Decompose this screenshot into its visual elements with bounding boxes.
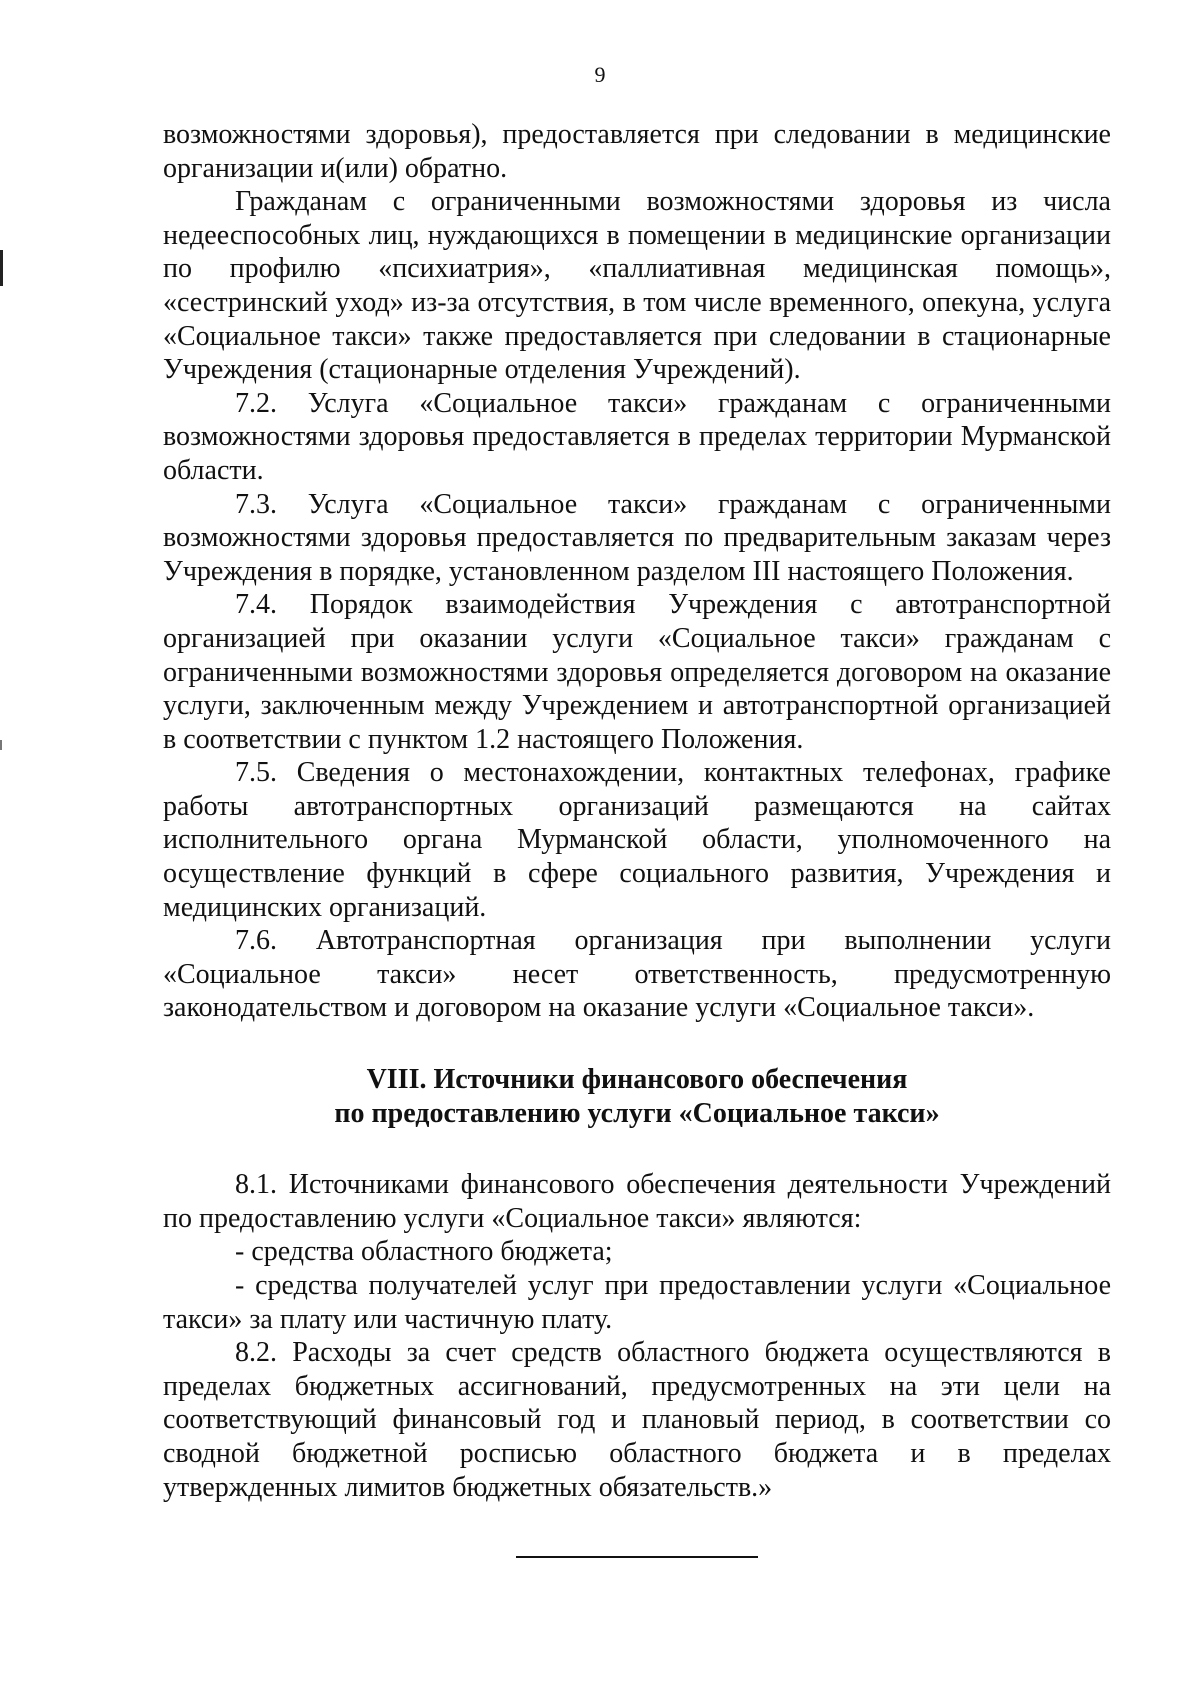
paragraph-7-4: 7.4. Порядок взаимодействия Учреждения с автотранспортной организацией при оказании услуги «Социальное такси» гражданам с ограниченными возможностями здоровья определяется договором на оказание услуги, заключенным между Учреждением и автотранспортной организацией в соответствии с пунктом 1.2 настоящего Положения. xyxy=(163,589,1111,755)
end-divider xyxy=(516,1556,758,1558)
section-heading-line-2: по предоставлению услуги «Социальное такси» xyxy=(334,1097,940,1129)
section-heading-line-1: VIII. Источники финансового обеспечения xyxy=(366,1064,908,1096)
paragraph-guardian-clause: Гражданам с ограниченными возможностями здоровья из числа недееспособных лиц, нуждающихся в помещении в медицинские организации по профилю «психиатрия», «паллиативная медицинская помощь», «сестринский уход» из-за отсутствия, в том числе временного, опекуна, услуга «Социальное такси» также предоставляется при следовании в стационарные Учреждения (стационарные отделения Учреждений). xyxy=(163,186,1111,386)
paragraph-7-6: 7.6. Автотранспортная организация при выполнении услуги «Социальное такси» несет ответственность, предусмотренную законодательством и договором на оказание услуги «Социальное такси». xyxy=(163,925,1111,1024)
paragraph-8-1: 8.1. Источниками финансового обеспечения деятельности Учреждений по предоставлению услуги «Социальное такси» являются: xyxy=(163,1169,1111,1234)
list-item: - средства областного бюджета; xyxy=(235,1236,613,1268)
section-heading xyxy=(163,1063,1111,1130)
page-number: 9 xyxy=(594,62,606,87)
scan-margin-mark xyxy=(0,250,3,286)
paragraph-8-2: 8.2. Расходы за счет средств областного бюджета осуществляются в пределах бюджетных ассигнований, предусмотренных на эти цели на соответствующий финансовый год и плановый период, в соответствии со сводной бюджетной росписью областного бюджета и в пределах утвержденных лимитов бюджетных обязательств.» xyxy=(163,1337,1111,1503)
paragraph-7-5: 7.5. Сведения о местонахождении, контактных телефонах, графике работы автотранспортных организаций размещаются на сайтах исполнительного органа Мурманской области, уполномоченного на осуществление функций в сфере социального развития, Учреждения и медицинских организаций. xyxy=(163,757,1111,923)
paragraph-7-2: 7.2. Услуга «Социальное такси» гражданам с ограниченными возможностями здоровья предоставляется в пределах территории Мурманской области. xyxy=(163,387,1111,486)
document-body xyxy=(163,118,1111,1558)
scan-margin-mark xyxy=(0,740,2,750)
paragraph-7-3: 7.3. Услуга «Социальное такси» гражданам с ограниченными возможностями здоровья предоставляется по предварительным заказам через Учреждения в порядке, установленном разделом III настоящего Положения. xyxy=(163,488,1111,587)
list-item: - средства получателей услуг при предоставлении услуги «Социальное такси» за плату или частичную плату. xyxy=(163,1270,1111,1335)
paragraph-continuation: возможностями здоровья), предоставляется при следовании в медицинские организации и(или) обратно. xyxy=(163,119,1111,184)
